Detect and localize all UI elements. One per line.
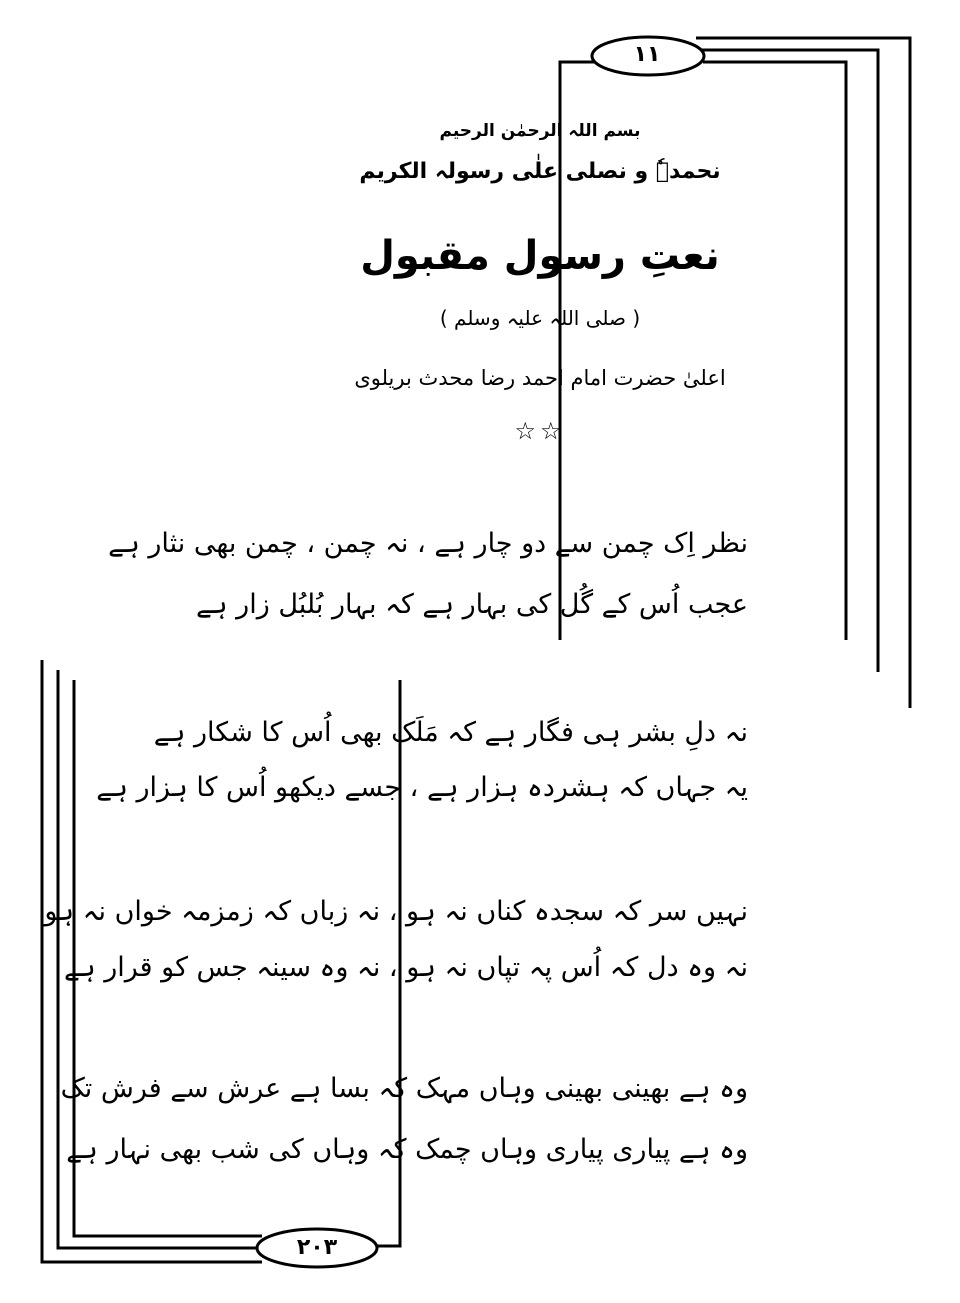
- bottom-page-number: ٢٠٣: [296, 1235, 338, 1260]
- verse-1-line-1: نظر اِک چمن سے دو چار ہے ، نہ چمن ، چمن بھی نثار ہے: [108, 528, 748, 559]
- page-title: نعتِ رسول مقبول: [360, 233, 720, 279]
- verse-2-line-1: نہ دلِ بشر ہی فگار ہے کہ مَلَک بھی اُس کا شکار ہے: [153, 717, 748, 748]
- verse-3-line-2: نہ وہ دل کہ اُس پہ تپاں نہ ہو ، نہ وہ سینہ جس کو قرار ہے: [64, 952, 748, 983]
- author-line: اعلیٰ حضرت امام احمد رضا محدث بریلوی: [354, 366, 726, 390]
- hamd-heading: نحمدہٗ و نصلی علٰی رسولہ الکریم: [359, 159, 721, 184]
- star-ornament: ☆☆: [514, 417, 566, 445]
- salutation: ( صلی اللہ علیہ وسلم ): [439, 306, 641, 330]
- bismillah-heading: بسم اللہ الرحمٰن الرحیم: [439, 121, 641, 141]
- verse-4-line-1: وہ ہے بھینی بھینی وہاں مہک کہ بسا ہے عرش سے فرش تک: [60, 1073, 748, 1104]
- top-page-number: ١١: [633, 42, 661, 67]
- verse-3-line-1: نہیں سر کہ سجدہ کناں نہ ہو ، نہ زباں کہ زمزمہ خواں نہ ہو: [44, 896, 748, 927]
- verse-2-line-2: یہ جہاں کہ ہشردہ ہزار ہے ، جسے دیکھو اُس کا ہزار ہے: [96, 772, 748, 803]
- verse-1-line-2: عجب اُس کے گُل کی بہار ہے کہ بہار بُلبُل زار ہے: [195, 589, 748, 620]
- verse-4-line-2: وہ ہے پیاری پیاری وہاں چمک کہ وہاں کی شب بھی نہار ہے: [66, 1134, 748, 1165]
